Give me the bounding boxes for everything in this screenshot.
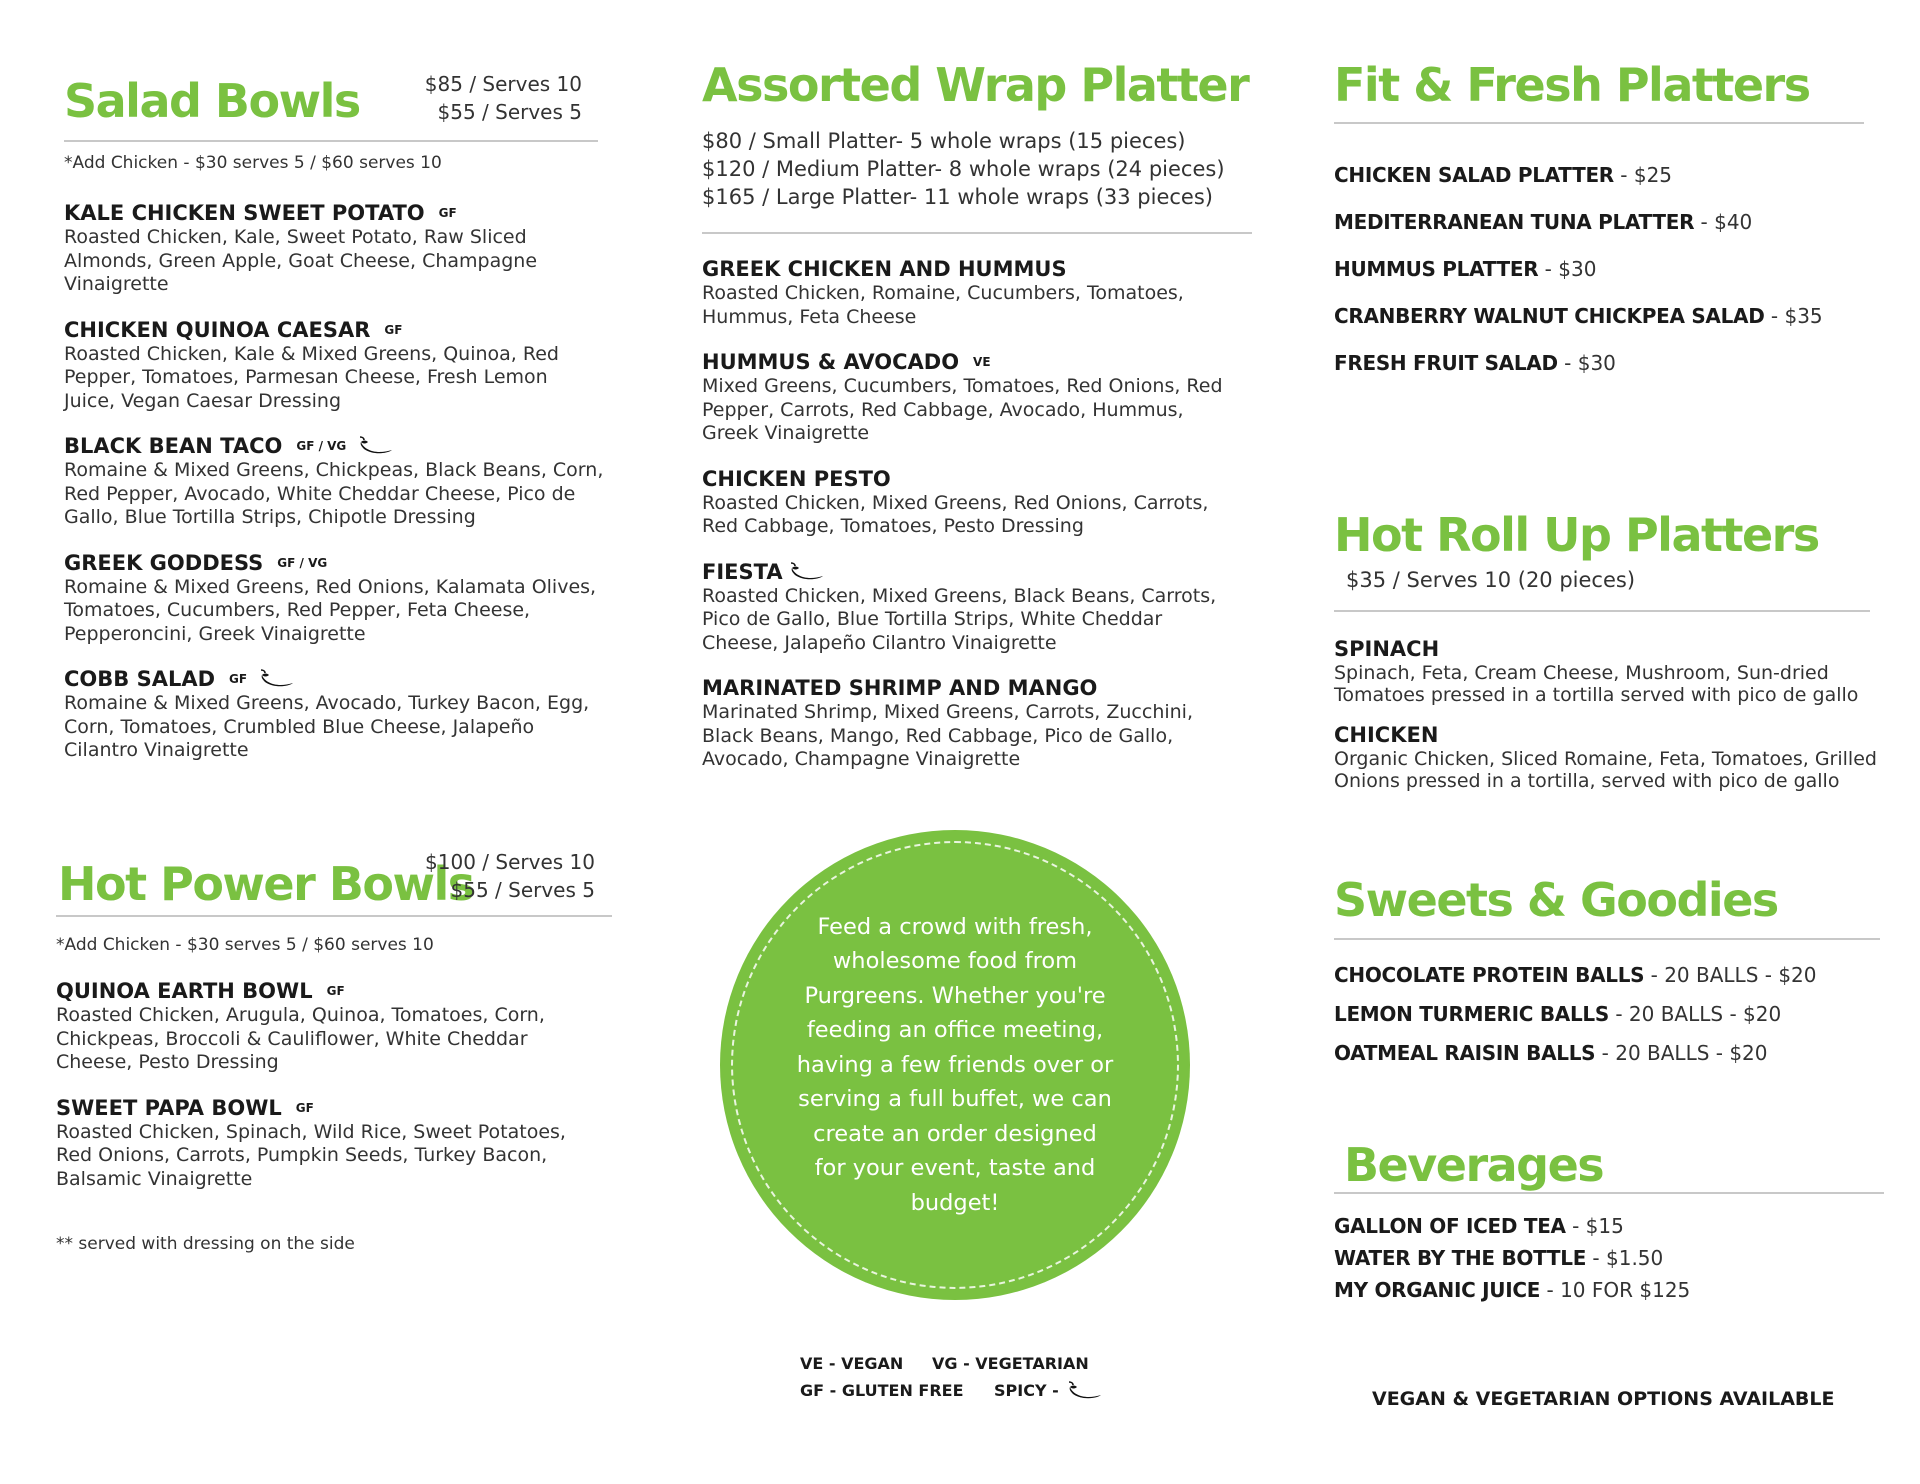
chili-pepper-icon (789, 562, 827, 582)
wrap-price-small: $80 / Small Platter- 5 whole wraps (15 pieces) (702, 129, 1186, 153)
platter-price: - $25 (1613, 163, 1673, 187)
menu-item (56, 1095, 586, 1192)
chili-pepper-icon (259, 669, 297, 689)
platter-name: FRESH FRUIT SALAD (1334, 351, 1558, 375)
beverage-name: GALLON OF ICED TEA (1334, 1214, 1566, 1238)
item-description: Romaine & Mixed Greens, Chickpeas, Black Beans, Corn, Red Pepper, Avocado, White Cheddar Cheese, Pico de Gallo, Blue Tortilla Strips, Chipotle Dressing (64, 459, 604, 528)
platter-name: MEDITERRANEAN TUNA PLATTER (1334, 210, 1695, 234)
hot-power-bowls-title: Hot Power Bowls (58, 857, 474, 911)
sweets-price: - 20 BALLS - $20 (1595, 1041, 1768, 1065)
diet-tag: GF / VG (296, 439, 347, 453)
item-name: CHICKEN QUINOA CAESAR (64, 317, 371, 342)
salad-bowls-list (64, 200, 604, 763)
vegan-vegetarian-footer: VEGAN & VEGETARIAN OPTIONS AVAILABLE (1372, 1388, 1835, 1410)
platter-price: - $30 (1557, 351, 1616, 375)
fit-fresh-list (1334, 152, 1823, 387)
wrap-price-medium: $120 / Medium Platter- 8 whole wraps (24 pieces) (702, 157, 1225, 181)
sweets-price: - 20 BALLS - $20 (1644, 963, 1817, 987)
item-name: SPINACH (1334, 637, 1440, 661)
sweets-name: LEMON TURMERIC BALLS (1334, 1002, 1609, 1026)
platter-name: CHICKEN SALAD PLATTER (1334, 163, 1614, 187)
item-description: Spinach, Feta, Cream Cheese, Mushroom, Sun-dried Tomatoes pressed in a tortilla served with pico de gallo (1334, 662, 1859, 706)
diet-tag: GF (326, 984, 345, 998)
menu-item (64, 433, 604, 530)
item-description: Roasted Chicken, Mixed Greens, Red Onions, Carrots, Red Cabbage, Tomatoes, Pesto Dressing (702, 491, 1209, 537)
item-name: GREEK CHICKEN AND HUMMUS (702, 257, 1067, 281)
chili-pepper-icon (1067, 1381, 1105, 1401)
beverages-list (1334, 1210, 1690, 1306)
sweets-name: OATMEAL RAISIN BALLS (1334, 1041, 1596, 1065)
hot-power-bowls-list (56, 978, 586, 1191)
item-description: Mixed Greens, Cucumbers, Tomatoes, Red Onions, Red Pepper, Carrots, Red Cabbage, Avocado, Hummus, Greek Vinaigrette (702, 375, 1223, 444)
beverage-name: MY ORGANIC JUICE (1334, 1278, 1541, 1302)
diet-tag: VE (973, 355, 991, 369)
diet-tag: GF (384, 322, 403, 337)
menu-item (64, 200, 604, 297)
wrap-platter-list (702, 256, 1242, 772)
sweets-item (1334, 995, 1817, 1034)
menu-item (702, 256, 1242, 329)
item-name: FIESTA (702, 559, 783, 584)
legend-vegetarian: VG - VEGETARIAN (932, 1354, 1089, 1373)
item-name: CHICKEN (1334, 723, 1439, 747)
hot-power-bowls-price-5: $55 / Serves 5 (450, 878, 595, 902)
dressing-footnote: ** served with dressing on the side (56, 1234, 355, 1254)
beverages-divider (1334, 1192, 1884, 1194)
platter-item (1334, 199, 1823, 246)
diet-tag: GF (229, 672, 248, 686)
item-description: Roasted Chicken, Kale & Mixed Greens, Quinoa, Red Pepper, Tomatoes, Parmesan Cheese, Fresh Lemon Juice, Vegan Caesar Dressing (64, 342, 559, 412)
platter-name: HUMMUS PLATTER (1334, 257, 1539, 281)
menu-item (56, 978, 586, 1075)
platter-item (1334, 340, 1823, 387)
platter-item (1334, 293, 1823, 340)
hot-power-bowls-add-chicken-note: *Add Chicken - $30 serves 5 / $60 serves 10 (56, 935, 434, 955)
item-description: Roasted Chicken, Romaine, Cucumbers, Tomatoes, Hummus, Feta Cheese (702, 282, 1184, 328)
sweets-price: - 20 BALLS - $20 (1608, 1002, 1782, 1026)
beverage-price: - $15 (1565, 1214, 1624, 1238)
item-description: Romaine & Mixed Greens, Red Onions, Kalamata Olives, Tomatoes, Cucumbers, Red Pepper, Feta Cheese, Pepperoncini, Greek Vinaigrette (64, 575, 597, 645)
item-description: Roasted Chicken, Mixed Greens, Black Beans, Carrots, Pico de Gallo, Blue Tortilla Strips, White Cheddar Cheese, Jalapeño Cilantro Vinaigrette (702, 584, 1217, 654)
menu-item (64, 317, 604, 414)
item-name: GREEK GODDESS (64, 550, 264, 575)
hot-roll-price: $35 / Serves 10 (20 pieces) (1346, 568, 1636, 592)
salad-bowls-divider (64, 140, 598, 142)
chili-pepper-icon (358, 436, 396, 456)
sweets-list (1334, 956, 1817, 1073)
item-description: Roasted Chicken, Spinach, Wild Rice, Sweet Potatoes, Red Onions, Carrots, Pumpkin Seeds, Turkey Bacon, Balsamic Vinaigrette (56, 1120, 566, 1190)
salad-bowls-title: Salad Bowls (64, 74, 360, 128)
diet-tag: GF (295, 1100, 314, 1115)
item-name: BLACK BEAN TACO (64, 434, 283, 458)
sweets-title: Sweets & Goodies (1334, 873, 1778, 927)
menu-item (702, 675, 1242, 772)
fit-fresh-divider (1334, 122, 1864, 124)
promo-circle (720, 830, 1190, 1300)
fit-fresh-title: Fit & Fresh Platters (1334, 58, 1810, 112)
sweets-name: CHOCOLATE PROTEIN BALLS (1334, 963, 1645, 987)
platter-item (1334, 152, 1823, 199)
hot-roll-divider (1334, 610, 1870, 612)
wrap-platter-divider (702, 232, 1252, 234)
item-description: Organic Chicken, Sliced Romaine, Feta, Tomatoes, Grilled Onions pressed in a tortilla, served with pico de gallo (1334, 748, 1877, 792)
sweets-divider (1334, 938, 1880, 940)
item-name: QUINOA EARTH BOWL (56, 979, 313, 1003)
platter-item (1334, 246, 1823, 293)
item-description: Roasted Chicken, Arugula, Quinoa, Tomatoes, Corn, Chickpeas, Broccoli & Cauliflower, White Cheddar Cheese, Pesto Dressing (56, 1004, 545, 1073)
hot-roll-list (1334, 636, 1879, 792)
beverage-price: - 10 FOR $125 (1540, 1278, 1691, 1302)
wrap-platter-prices (702, 127, 1225, 211)
salad-bowls-add-chicken-note: *Add Chicken - $30 serves 5 / $60 serves 10 (64, 153, 442, 173)
item-description: Marinated Shrimp, Mixed Greens, Carrots, Zucchini, Black Beans, Mango, Red Cabbage, Pico de Gallo, Avocado, Champagne Vinaigrette (702, 701, 1193, 770)
item-description: Romaine & Mixed Greens, Avocado, Turkey Bacon, Egg, Corn, Tomatoes, Crumbled Blue Cheese, Jalapeño Cilantro Vinaigrette (64, 692, 590, 761)
item-name: HUMMUS & AVOCADO (702, 350, 960, 374)
item-name: COBB SALAD (64, 667, 216, 691)
beverage-price: - $1.50 (1586, 1246, 1664, 1270)
salad-bowls-price-5: $55 / Serves 5 (437, 100, 582, 124)
beverages-title: Beverages (1344, 1138, 1604, 1192)
item-name: MARINATED SHRIMP AND MANGO (702, 676, 1098, 700)
promo-text: Feed a crowd with fresh, wholesome food from Purgreens. Whether you're feeding an office meeting, having a few friends over or serving a full buffet, we can create an order designed for your event, taste and budget! (796, 913, 1114, 1216)
legend-spicy (994, 1377, 1105, 1404)
menu-item (702, 349, 1242, 446)
sweets-item (1334, 956, 1817, 995)
salad-bowls-price-10: $85 / Serves 10 (424, 72, 582, 96)
platter-price: - $40 (1694, 210, 1753, 234)
platter-name: CRANBERRY WALNUT CHICKPEA SALAD (1334, 304, 1765, 328)
item-name: SWEET PAPA BOWL (56, 1095, 282, 1120)
menu-item (702, 466, 1242, 539)
menu-item (64, 666, 604, 763)
menu-item (1334, 722, 1879, 792)
item-description: Roasted Chicken, Kale, Sweet Potato, Raw Sliced Almonds, Green Apple, Goat Cheese, Champagne Vinaigrette (64, 226, 538, 295)
platter-price: - $30 (1538, 257, 1597, 281)
sweets-item (1334, 1034, 1817, 1073)
beverage-item (1334, 1242, 1690, 1274)
legend-vegan: VE - VEGAN (800, 1354, 904, 1373)
platter-price: - $35 (1764, 304, 1823, 328)
beverage-name: WATER BY THE BOTTLE (1334, 1246, 1587, 1270)
hot-roll-title: Hot Roll Up Platters (1334, 508, 1819, 562)
menu-item (1334, 636, 1879, 706)
item-name: CHICKEN PESTO (702, 466, 891, 491)
menu-item (64, 550, 604, 647)
hot-power-bowls-price-10: $100 / Serves 10 (425, 850, 595, 874)
salad-bowls-prices (425, 70, 582, 126)
hot-power-bowls-prices (425, 848, 595, 904)
beverage-item (1334, 1210, 1690, 1242)
menu-item (702, 559, 1242, 656)
wrap-platter-title: Assorted Wrap Platter (702, 58, 1249, 112)
promo-circle-dashed-ring (731, 841, 1179, 1289)
item-name: KALE CHICKEN SWEET POTATO (64, 201, 425, 225)
legend-spicy-label: SPICY - (994, 1381, 1059, 1400)
hot-power-bowls-divider (56, 915, 612, 917)
diet-tag: GF (438, 206, 457, 220)
beverage-item (1334, 1274, 1690, 1306)
diet-tag: GF / VG (277, 555, 328, 570)
wrap-price-large: $165 / Large Platter- 11 whole wraps (33 pieces) (702, 185, 1213, 209)
legend-gluten-free: GF - GLUTEN FREE (800, 1381, 964, 1400)
